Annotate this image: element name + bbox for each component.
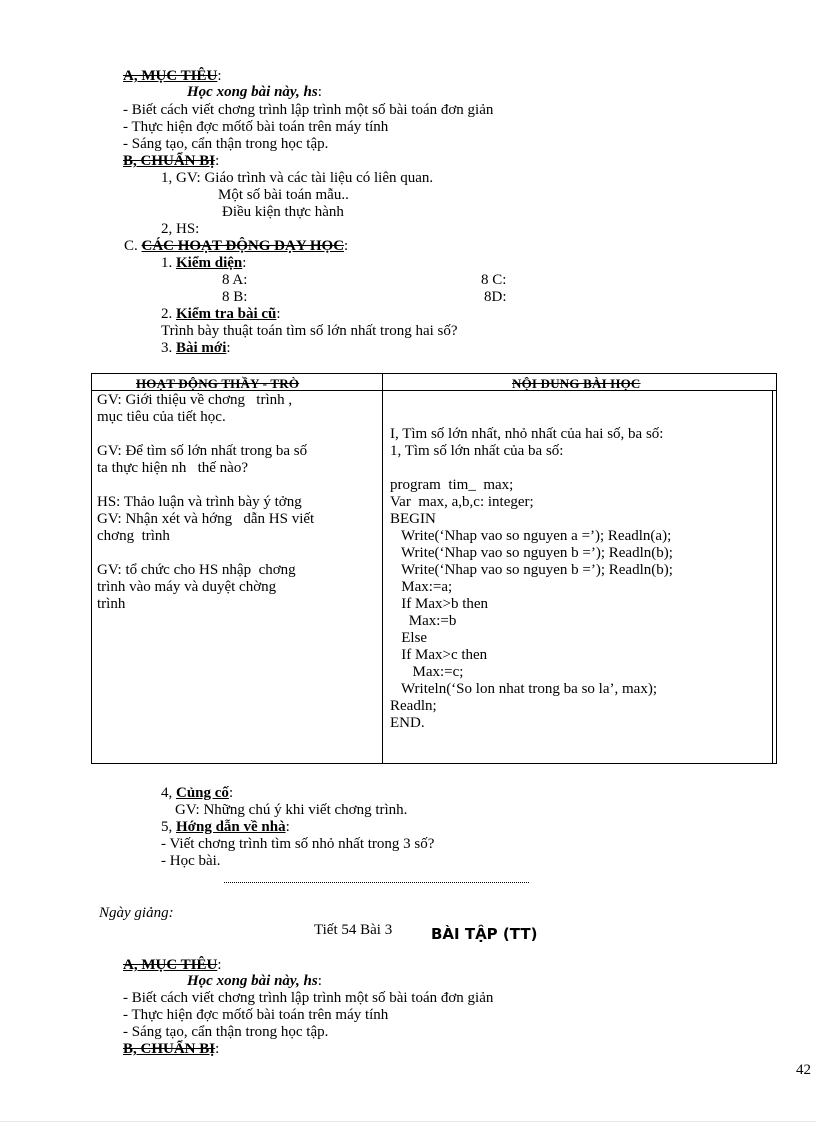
code-line: Max:=c; (390, 664, 464, 680)
content-line: 1, Tìm số lớn nhất của ba số: (390, 443, 564, 459)
step2-number: 2. (161, 306, 173, 322)
table-header (92, 374, 776, 391)
content-line (390, 460, 770, 477)
activity-line: GV: tổ chức cho HS nhập chơng (97, 562, 296, 578)
class-8d: 8D: (484, 289, 507, 305)
step1-label: Kiểm diện (176, 255, 243, 271)
step3-colon: : (226, 340, 231, 356)
next-item: - Biết cách viết chơng trình lập trình một số bài toán đơn giản (123, 990, 494, 1006)
section-a-item: - Biết cách viết chơng trình lập trình một số bài toán đơn giản (123, 102, 494, 118)
section-c-heading: CÁC HOẠT ĐỘNG DẠY HỌC (141, 238, 345, 254)
date-label: Ngày giảng (99, 905, 169, 921)
section-4-line (161, 785, 233, 802)
class-8a: 8 A: (222, 272, 248, 288)
section-5-colon: : (285, 819, 290, 835)
lesson-table (91, 373, 777, 764)
code-line: Else (390, 630, 428, 646)
section-b-gv-line2: Một số bài toán mẫu.. (218, 187, 349, 203)
date-colon: : (168, 905, 174, 921)
date-line (99, 905, 174, 922)
code-line: END. (390, 715, 425, 731)
table-content-column (390, 392, 770, 732)
activity-line (97, 477, 379, 494)
section-a-item: - Thực hiện đợc mốtố bài toán trên máy tính (123, 119, 389, 135)
code-line: Max:=a; (390, 579, 453, 595)
class-8c: 8 C: (481, 272, 507, 288)
code-line: BEGIN (390, 511, 436, 527)
section-c-prefix: C. (124, 238, 138, 254)
step1-colon: : (242, 255, 247, 271)
step2-colon: : (276, 306, 281, 322)
section-5-label: Hớng dẫn về nhà (176, 819, 286, 835)
next-sub-colon: : (317, 973, 322, 989)
section-a-subheading-line (187, 84, 322, 101)
page-number: 42 (796, 1062, 811, 1078)
code-line: program tim_ max; (390, 477, 514, 493)
content-line (390, 409, 770, 426)
content-line: I, Tìm số lớn nhất, nhỏ nhất của hai số, ba số: (390, 426, 664, 442)
code-line: Write(‘Nhap vao so nguyen a =’); Readln(a); (390, 528, 672, 544)
section-b-heading: B, CHUẨN BỊ (123, 153, 216, 169)
table-column-divider (382, 374, 383, 763)
activity-line: trình (97, 596, 126, 612)
next-heading-a-colon: : (217, 957, 222, 973)
activity-line: GV: Giới thiệu về chơng trình , (97, 392, 293, 408)
section-a-subheading: Học xong bài này, hs (187, 84, 318, 100)
section-b-gv: 1, GV: Giáo trình và các tài liệu có liên quan. (161, 170, 434, 186)
step2-label: Kiểm tra bài cũ (176, 306, 277, 322)
section-b-colon: : (215, 153, 220, 169)
next-heading-b-colon: : (215, 1041, 220, 1057)
code-line: Write(‘Nhap vao so nguyen b =’); Readln(b); (390, 562, 673, 578)
code-line: Var max, a,b,c: integer; (390, 494, 534, 510)
next-subheading: Học xong bài này, hs (187, 973, 318, 989)
next-heading-b-line (123, 1041, 219, 1058)
section-b-heading-line (123, 153, 219, 170)
section-5-line (161, 819, 290, 836)
activity-line: chơng trình (97, 528, 170, 544)
section-4-text: GV: Những chú ý khi viết chơng trình. (175, 802, 408, 818)
section-c-heading-line (124, 238, 348, 255)
section-a-heading-line (123, 68, 222, 85)
section-4-label: Củng cố (176, 785, 229, 801)
section-b-gv-line3: Điều kiện thực hành (222, 204, 344, 220)
section-4-colon: : (228, 785, 234, 801)
step3-number: 3. (161, 340, 173, 356)
dotted-separator (224, 882, 529, 883)
section-5-item: - Viết chơng trình tìm số nhỏ nhất trong 3 số? (161, 836, 435, 852)
next-heading-b: B, CHUẨN BỊ (123, 1041, 216, 1057)
step2-line (161, 306, 281, 323)
activity-line (97, 545, 379, 562)
next-subheading-line (187, 973, 322, 990)
section-a-heading: A, MỤC TIÊU (123, 68, 218, 84)
section-5-number: 5, (161, 819, 173, 835)
section-4-number: 4, (161, 785, 173, 801)
section-a-item: - Sáng tạo, cẩn thận trong học tập. (123, 136, 329, 152)
lesson-ref: Tiết 54 Bài 3 (314, 922, 393, 938)
code-line: If Max>c then (390, 647, 488, 663)
activity-line: trình vào máy và duyệt chờng (97, 579, 277, 595)
class-8b: 8 B: (222, 289, 248, 305)
step1-number: 1. (161, 255, 173, 271)
section-a-colon: : (217, 68, 222, 84)
activity-line: mục tiêu của tiết học. (97, 409, 226, 425)
step3-line (161, 340, 231, 357)
table-header-content: NỘI DUNG BÀI HỌC (512, 376, 641, 391)
next-item: - Sáng tạo, cẩn thận trong học tập. (123, 1024, 329, 1040)
code-line: Max:=b (390, 613, 457, 629)
page-bottom-edge (0, 1121, 816, 1122)
code-line: If Max>b then (390, 596, 489, 612)
code-line: Write(‘Nhap vao so nguyen b =’); Readln(b); (390, 545, 673, 561)
activity-line: GV: Để tìm số lớn nhất trong ba số (97, 443, 308, 459)
code-line: Writeln(‘So lon nhat trong ba so la’, max); (390, 681, 657, 697)
table-activity-column (97, 392, 379, 613)
activity-line: HS: Thảo luận và trình bày ý tởng (97, 494, 302, 510)
section-5-item: - Học bài. (161, 853, 221, 869)
table-right-double-border (772, 390, 773, 763)
activity-line: ta thực hiện nh thế nào? (97, 460, 248, 476)
activity-line (97, 426, 379, 443)
next-item: - Thực hiện đợc mốtố bài toán trên máy tính (123, 1007, 389, 1023)
next-heading-a-line (123, 957, 222, 974)
next-heading-a: A, MỤC TIÊU (123, 957, 218, 973)
section-b-hs: 2, HS: (161, 221, 200, 237)
lesson-title: BÀI TẬP (TT) (431, 925, 538, 943)
step1-line (161, 255, 246, 272)
content-line (390, 392, 770, 409)
code-line: Readln; (390, 698, 437, 714)
step3-label: Bài mới (176, 340, 227, 356)
section-c-colon: : (344, 238, 349, 254)
activity-line: GV: Nhận xét và hớng dẫn HS viết (97, 511, 315, 527)
step2-question: Trình bày thuật toán tìm số lớn nhất trong hai số? (161, 323, 458, 339)
section-a-sub-colon: : (317, 84, 322, 100)
table-header-activity: HOẠT ĐỘNG THẦY - TRÒ (136, 376, 300, 391)
